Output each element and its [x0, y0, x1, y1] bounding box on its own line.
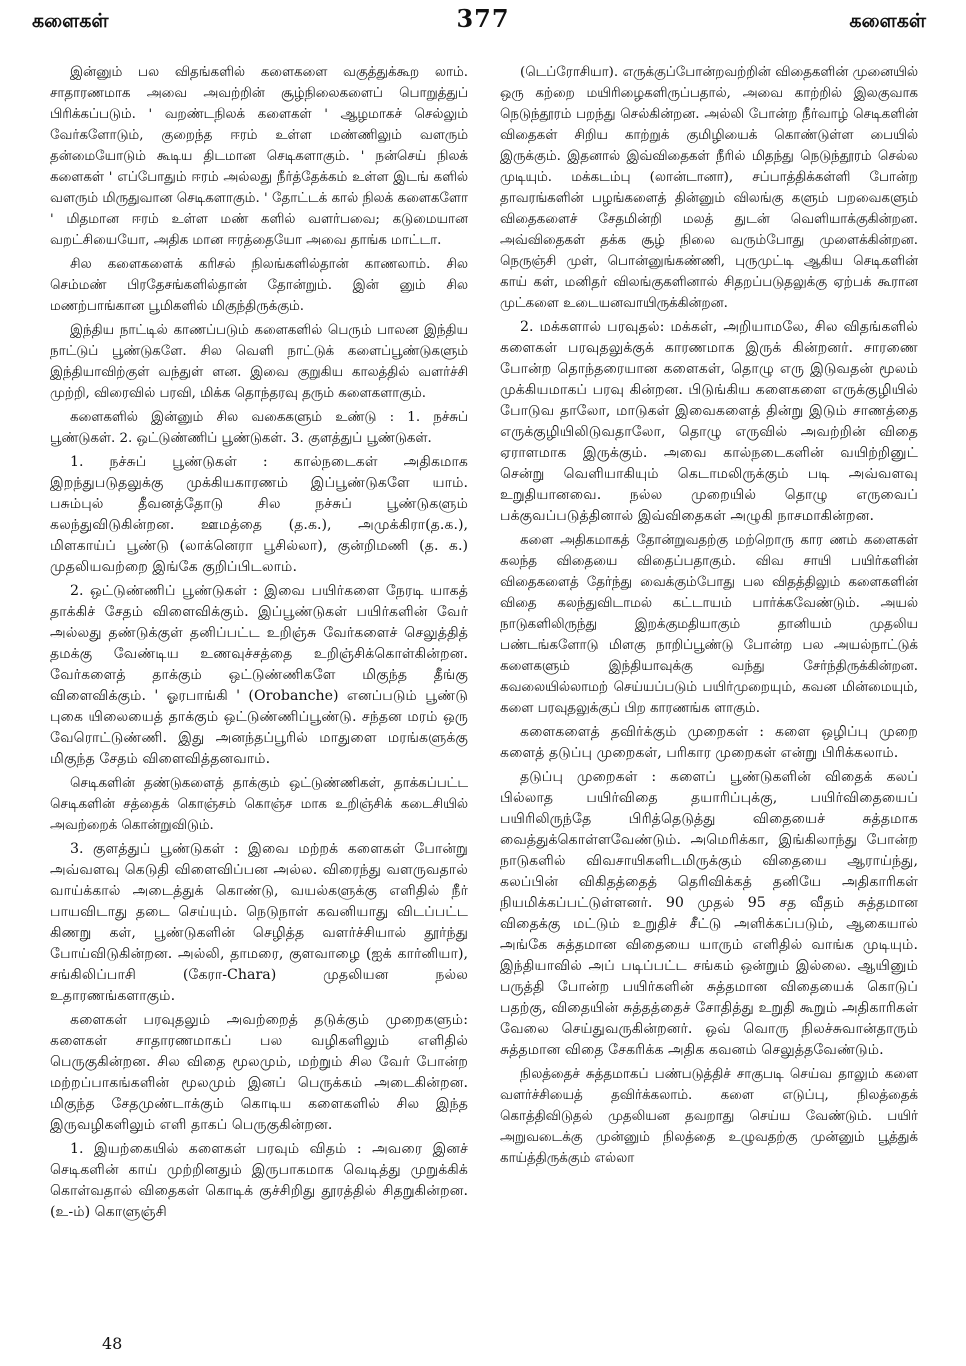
- left-column: [50, 62, 468, 1317]
- paragraph: களை அதிகமாகத் தோன்றுவதற்கு மற்றொரு கார ணம் களைகள் கலந்த விதையை விதைப்பதாகும். விவ சாயி பயிர்களின் விதைகளைத் தேர்ந்து வைக்கும்போது பல விதத்திலும் களைகளின் விதை கலந்துவிடாமல் கட்டாயம் பார்க்கவேண்டும். அயல் நாடுகளிலிருந்து இறக்குமதியாகும் தானியம் முதலிய பண்டங்களோடு மிளகு நாறிப்பூண்டு போன்ற பல அயல்நாட்டுக் களைகளும் இந்தியாவுக்கு வந்து சேர்ந்திருக்கின்றன. கவலையில்லாமற் செய்யப்படும் பயிர்முறையும், கவன மின்மையும், களை பரவுதலுக்குப் பிற காரணங்க ளாகும்.: [500, 533, 918, 716]
- paragraph: நிலத்தைச் சுத்தமாகப் பண்படுத்திச் சாகுபடி செய்வ தாலும் களை வளர்ச்சியைத் தவிர்க்கலாம். களை எடுப்பு, நிலத்தைக் கொத்திவிடுதல் முதலியன தவறாது செய்ய வேண்டும். பயிர் அறுவடைக்கு முன்னும் நிலத்தை உழுவதற்கு முன்னும் பூத்துக் காய்த்திருக்கும் எல்லா: [500, 1067, 918, 1166]
- paragraph: சில களைகளைக் கரிசல் நிலங்களில்தான் காணலாம். சில செம்மண் பிரதேசங்களில்தான் தோன்றும். இன் னும் சில மணற்பாங்கான பூமிகளில் மிகுந்திருக்கும்.: [50, 257, 468, 314]
- running-header-right: களைகள்: [849, 10, 926, 32]
- paragraph: 2. ஒட்டுண்ணிப் பூண்டுகள் : இவை பயிர்களை நேரடி யாகத் தாக்கிச் சேதம் விளைவிக்கும். இப்பூண்டுகள் பயிர்களின் வேர் அல்லது தண்டுக்குள் தனிப்பட்ட உறிஞ்சு வேர்களைச் செலுத்தித் தமக்கு வேண்டிய உணவுச்சத்தை உறிஞ்சிக்கொள்கின்றன. வேர்களைத் தாக்கும் ஒட்டுண்ணிகளே மிகுந்த தீங்கு விளைவிக்கும். ' ஓரபாங்கி ' (Orobanche) எனப்படும் பூண்டு புகை யிலையைத் தாக்கும் ஒட்டுண்ணிப்பூண்டு. சந்தன மரம் ஒரு வேரொட்டுண்ணி. இது அனந்தப்பூரில் மாதுளை மரங்களுக்கு மிகுந்த சேதம் விளைவித்தனவாம்.: [50, 583, 468, 767]
- paragraph: களைகளில் இன்னும் சில வகைகளும் உண்டு : 1. நச்சுப் பூண்டுகள். 2. ஒட்டுண்ணிப் பூண்டுகள். 3. குளத்துப் பூண்டுகள்.: [50, 410, 468, 446]
- paragraph: 3. குளத்துப் பூண்டுகள் : இவை மற்றக் களைகள் போன்று அவ்வளவு கெடுதி விளைவிப்பன அல்ல. விரைந்து வளருவதால் வாய்க்கால் அடைத்துக் கொண்டு, வயல்களுக்கு எளிதில் நீர் பாயவிடாது தடை செய்யும். நெடுநாள் கவனியாது விடப்பட்ட கிணறு கள், பூண்டுகளின் செழித்த வளர்ச்சியால் தூர்ந்து போய்விடுகின்றன. அல்லி, தாமரை, குளவாழை (ஐக் கார்னியா), சங்கிலிப்பாசி (கேரா-Chara) முதலியன நல்ல உதாரணங்களாகும்.: [50, 841, 468, 1004]
- right-column: [500, 62, 918, 1317]
- footer-number: 48: [102, 1334, 123, 1353]
- running-header-left: களைகள்: [32, 10, 109, 32]
- paragraph: இந்திய நாட்டில் காணப்படும் களைகளில் பெரும் பாலன இந்திய நாட்டுப் பூண்டுகளே. சில வெளி நாட்டுக் களைப்பூண்டுகளும் இந்தியாவிற்குள் வந்துள் ளன. இவை குறுகிய காலத்தில் வளர்ச்சி முற்றி, விரைவில் பரவி, மிக்க தொந்தரவு தரும் களைகளாகும்.: [50, 323, 468, 401]
- paragraph: 1. இயற்கையில் களைகள் பரவும் விதம் : அவரை இனச் செடிகளின் காய் முற்றினதும் இருபாகமாக வெடித்து முறுக்கிக் கொள்வதால் விதைகள் கொடிக் குச்சிறிது தூரத்தில் சிதறுகின்றன. (உ-ம்) கொளுஞ்சி: [50, 1141, 468, 1220]
- paragraph: 1. நச்சுப் பூண்டுகள் : கால்நடைகள் அதிகமாக இறந்துபடுதலுக்கு முக்கியகாரணம் இப்பூண்டுகளே யாம். பசும்புல் தீவனத்தோடு சில நச்சுப் பூண்டுகளும் கலந்துவிடுகின்றன. ஊமத்தை (த.க.), அமுக்கிரா(த.க.), மிளகாய்ப் பூண்டு (லாக்னெரா பூசில்லா), குன்றிமணி (த. க.) முதலியவற்றை இங்கே குறிப்பிடலாம்.: [50, 454, 468, 575]
- paragraph: தடுப்பு முறைகள் : களைப் பூண்டுகளின் விதைக் கலப் பில்லாத பயிர்விதை தயாரிப்புக்கு, பயிர்விதையைப் பயிரிலிருந்தே பிரித்தெடுத்து விதையைச் சுத்தமாக வைத்துக்கொள்ளவேண்டும். அமெரிக்கா, இங்கிலாந்து போன்ற நாடுகளில் விவசாயிகளிடமிருக்கும் விதையை ஆராய்ந்து, கலப்பின் விகிதத்தைத் தெரிவிக்கத் தனியே அதிகாரிகள் நியமிக்கப்பட்டுள்ளனர். 90 முதல் 95 சத வீதம் சுத்தமான விதைக்கு மட்டும் உறுதிச் சீட்டு அளிக்கப்படும், ஆகையால் அங்கே சுத்தமான விதையை யாரும் எளிதில் வாங்க முடியும். இந்தியாவில் அப் படிப்பட்ட சங்கம் ஒன்றும் இல்லை. ஆயினும் பருத்தி போன்ற பயிர்களின் சுத்தமான விதையைக் கொடுப் பதற்கு, விதையின் சுத்தத்தைச் சோதித்து உறுதி கூறும் அதிகாரிகள் வேலை செய்துவருகின்றனர். ஒவ் வொரு நிலச்சுவான்தாரும் சுத்தமான விதை சேகரிக்க அதிக கவனம் செலுத்தவேண்டும்.: [500, 769, 918, 1058]
- paragraph: செடிகளின் தண்டுகளைத் தாக்கும் ஒட்டுண்ணிகள், தாக்கப்பட்ட செடிகளின் சத்தைக் கொஞ்சம் கொஞ்ச மாக உறிஞ்சிக் கடைசியில் அவற்றைக் கொன்றுவிடும்.: [50, 776, 468, 833]
- paragraph: (டெப்ரோசியா). எருக்குப்போன்றவற்றின் விதைகளின் முனையில் ஒரு கற்றை மயிரிழைகளிருப்பதால், அவை காற்றில் இலகுவாக நெடுந்தூரம் பறந்து செல்கின்றன. அல்லி போன்ற நீர்வாழ் செடிகளின் விதைகள் சிறிய காற்றுக் குமிழியைக் கொண்டுள்ள பையில் இருக்கும். இதனால் இவ்விதைகள் நீரில் மிதந்து நெடுந்தூரம் செல்ல முடியும். மக்கடம்பு (லான்டானா), சப்பாத்திக்கள்ளி போன்ற தாவரங்களின் பழங்களைத் தின்னும் விலங்கு களும் பறவைகளும் விதைகளைச் சேதமின்றி மலத் துடன் வெளியாக்குகின்றன. அவ்விதைகள் தக்க சூழ் நிலை வரும்போது முளைக்கின்றன. நெருஞ்சி முள், பொன்னுங்கண்ணி, புருமுட்டி ஆகிய செடிகளின் காய் கள், மனிதர் விலங்குகளினால் சிதறப்படுதலுக்கு ஏற்பக் கூரான முட்களை உடையனவாயிருக்கின்றன.: [500, 65, 918, 311]
- page-number: 377: [456, 4, 510, 33]
- paragraph: களைகளைத் தவிர்க்கும் முறைகள் : களை ஒழிப்பு முறை களைத் தடுப்பு முறைகள், பரிகார முறைகள் என்று பிரிக்கலாம்.: [500, 724, 918, 761]
- paragraph: இன்னும் பல விதங்களில் களைகளை வகுத்துக்கூற லாம். சாதாரணமாக அவை அவற்றின் சூழ்நிலைகளைப் பொறுத்துப் பிரிக்கப்படும். ' வறண்டநிலக் களைகள் ' ஆழமாகச் செல்லும் வேர்களோடும், குறைந்த ஈரம் உள்ள மண்ணிலும் வளரும் தன்மையோடும் கூடிய திடமான செடிகளாகும். ' நன்செய் நிலக் களைகள் ' எப்போதும் ஈரம் அல்லது நீர்த்தேக்கம் உள்ள இடங் களில் வளரும் மிருதுவான செடிகளாகும். ' தோட்டக் கால் நிலக் களைகளோ ' மிதமான ஈரம் உள்ள மண் களில் வளர்பவை; கடுமையான வறட்சியையோ, அதிக மான ஈரத்தையோ அவை தாங்க மாட்டா.: [50, 65, 468, 248]
- paragraph: களைகள் பரவுதலும் அவற்றைத் தடுக்கும் முறைகளும்: களைகள் சாதாரணமாகப் பல வழிகளிலும் எளிதில் பெருகுகின்றன. சில விதை மூலமும், மற்றும் சில வேர் போன்ற மற்றப்பாகங்களின் மூலமும் இனப் பெருக்கம் அடைகின்றன. மிகுந்த சேதமுண்டாக்கும் கொடிய களைகளில் சில இந்த இருவழிகளிலும் எளி தாகப் பெருகுகின்றன.: [50, 1012, 468, 1133]
- paragraph: 2. மக்களால் பரவுதல்: மக்கள், அறியாமலே, சில விதங்களில் களைகள் பரவுதலுக்குக் காரணமாக இருக் கின்றனர். சாரணை போன்ற தொந்தரையான களைகள், தொழு எரு இடுவதன் மூலம் முக்கியமாகப் பரவு கின்றன. பிடுங்கிய களைகளை எருக்குழியில் போடுவ தாலோ, மாடுகள் இவைகளைத் தின்று இடும் சாணத்தை எருக்குழியிலிடுவதாலோ, தொழு எருவில் அவற்றின் விதை ஏராளமாக இருக்கும். அவை கால்நடைகளின் வயிற்றினுட் சென்று வெளியாகியும் கெடாமலிருக்கும் படி அவ்வளவு உறுதியானவை. நல்ல முறையில் தொழு எருவைப் பக்குவப்படுத்தினால் இவ்விதைகள் அழுகி நாசமாகின்றன.: [500, 319, 918, 524]
